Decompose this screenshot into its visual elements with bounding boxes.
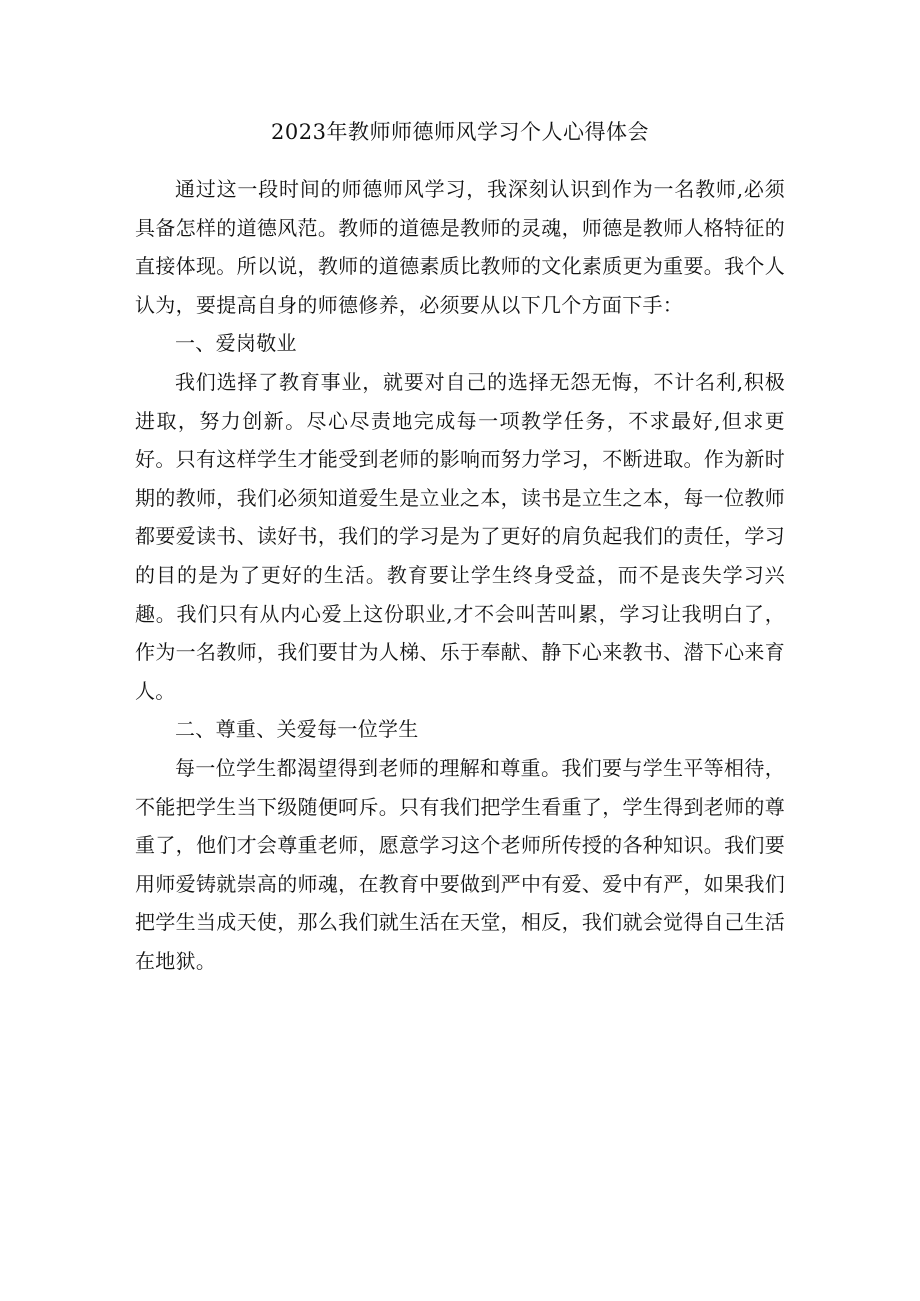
document-title: 2023年教师师德师风学习个人心得体会 [271,120,649,144]
document-body [135,170,785,980]
section-heading-2: 二、尊重、关爱每一位学生 [175,717,419,742]
section-body-2: 每一位学生都渴望得到老师的理解和尊重。我们要与学生平等相待，不能把学生当下级随便呵斥。只有我们把学生看重了，学生得到老师的尊重了，他们才会尊重老师，愿意学习这个老师所传授的各种知识。我们要用师爱铸就崇高的师魂，在教育中要做到严中有爱、爱中有严，如果我们把学生当成天使，那么我们就生活在天堂，相反，我们就会觉得自己生活在地狱。 [135,755,785,973]
intro-paragraph: 通过这一段时间的师德师风学习，我深刻认识到作为一名教师,必须具备怎样的道德风范。教师的道德是教师的灵魂，师德是教师人格特征的直接体现。所以说，教师的道德素质比教师的文化素质更为重要。我个人认为，要提高自身的师德修养，必须要从以下几个方面下手： [135,177,785,317]
section-heading-1: 一、爱岗敬业 [175,331,297,356]
section-body-1: 我们选择了教育事业，就要对自己的选择无怨无悔，不计名利,积极进取，努力创新。尽心尽责地完成每一项教学任务，不求最好,但求更好。只有这样学生才能受到老师的影响而努力学习，不断进取。作为新时期的教师，我们必须知道爱生是立业之本，读书是立生之本，每一位教师都要爱读书、读好书，我们的学习是为了更好的肩负起我们的责任，学习的目的是为了更好的生活。教育要让学生终身受益，而不是丧失学习兴趣。我们只有从内心爱上这份职业,才不会叫苦叫累，学习让我明白了，作为一名教师，我们要甘为人梯、乐于奉献、静下心来教书、潜下心来育人。 [135,369,785,703]
